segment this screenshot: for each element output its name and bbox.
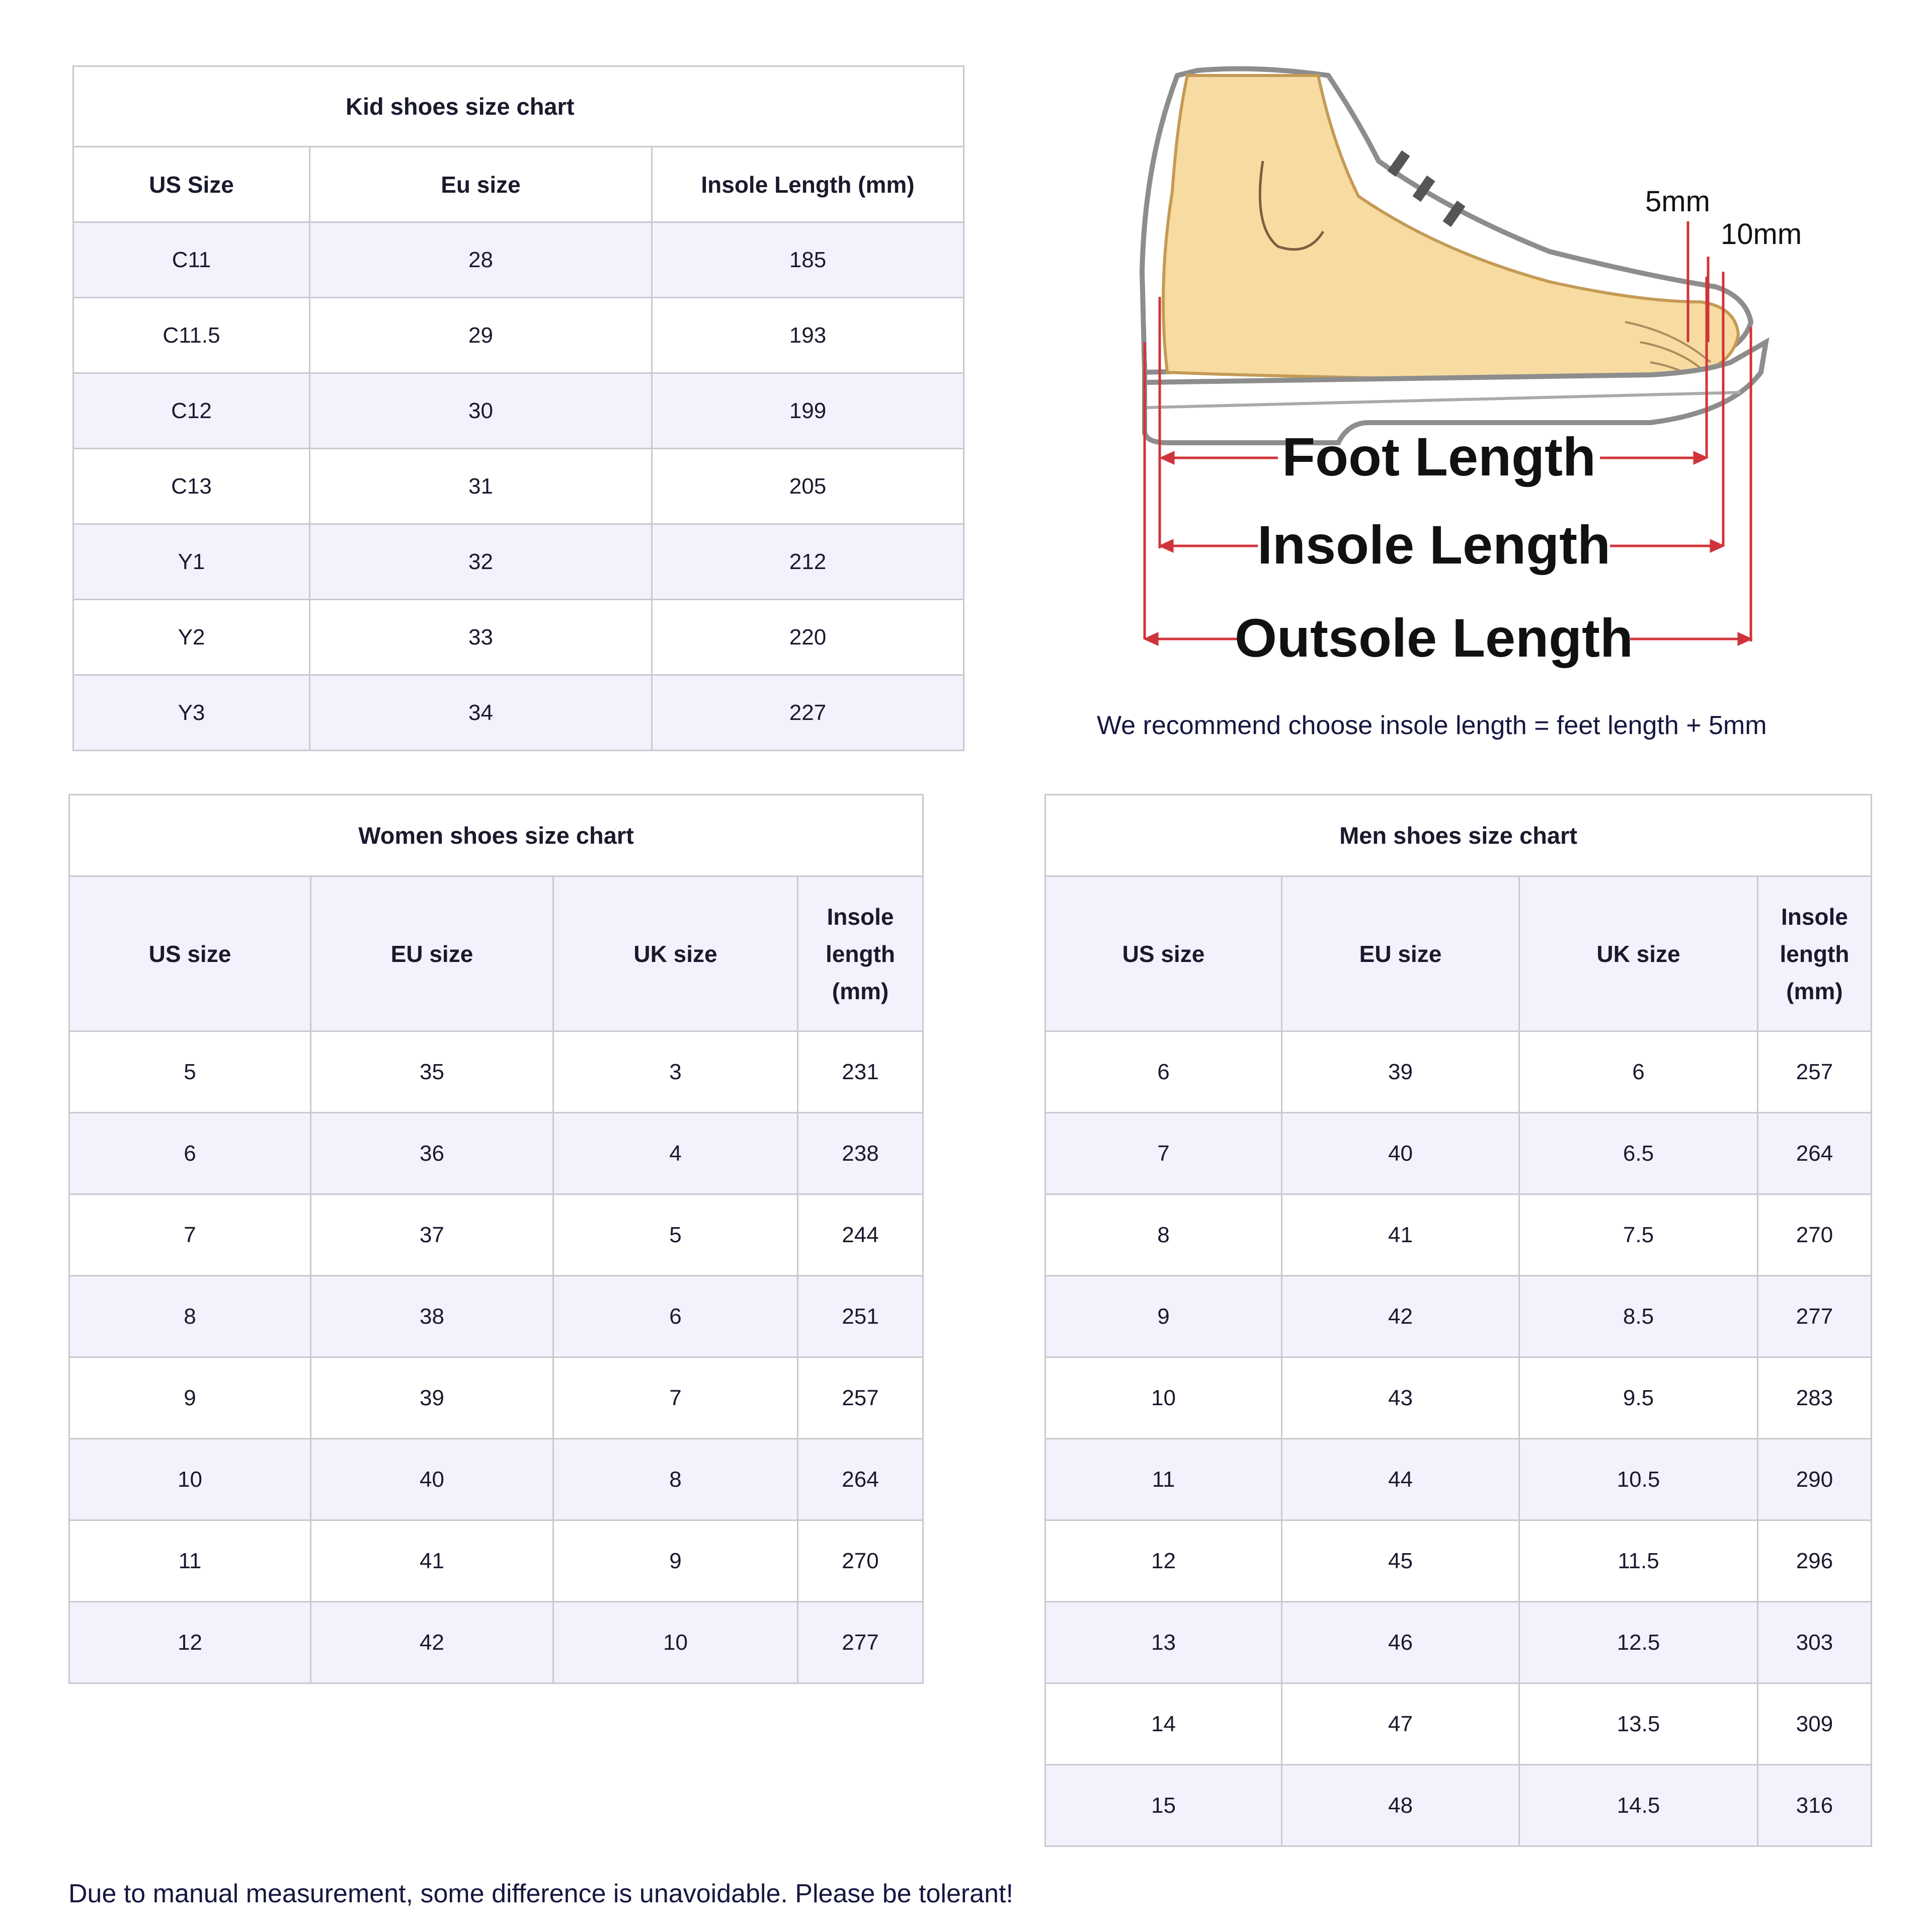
table-cell: C13 [73, 449, 310, 524]
kid-table-row [73, 298, 964, 373]
foot-measurement-diagram [1097, 60, 1826, 684]
table-cell: 29 [310, 298, 652, 373]
table-cell: 220 [652, 600, 964, 675]
table-cell: 12.5 [1519, 1602, 1758, 1683]
kid-header-insole-length: Insole Length (mm) [652, 147, 964, 222]
table-cell: 42 [1282, 1276, 1519, 1357]
table-cell: 6 [1519, 1031, 1758, 1113]
table-cell: 10 [69, 1439, 311, 1520]
table-cell: 257 [1758, 1031, 1872, 1113]
table-cell: 205 [652, 449, 964, 524]
table-cell: 4 [553, 1113, 798, 1194]
table-cell: 43 [1282, 1357, 1519, 1439]
table-cell: 6 [69, 1113, 311, 1194]
foot-length-label: Foot Length [1282, 426, 1596, 487]
table-cell: 12 [1045, 1520, 1282, 1602]
table-cell: 238 [798, 1113, 923, 1194]
table-cell: C12 [73, 373, 310, 449]
table-cell: 41 [311, 1520, 553, 1602]
table-cell: 6 [553, 1276, 798, 1357]
table-cell: 33 [310, 600, 652, 675]
kid-size-table [72, 65, 964, 751]
table-cell: 30 [310, 373, 652, 449]
table-cell: 296 [1758, 1520, 1872, 1602]
women-header-us-size: US size [69, 876, 311, 1031]
men-table-row [1045, 1031, 1872, 1113]
kid-header-eu-size: Eu size [310, 147, 652, 222]
table-cell: 309 [1758, 1683, 1872, 1765]
table-cell: 199 [652, 373, 964, 449]
table-cell: 40 [1282, 1113, 1519, 1194]
table-cell: 212 [652, 524, 964, 600]
kid-table-row [73, 373, 964, 449]
table-cell: 32 [310, 524, 652, 600]
kid-table-row [73, 222, 964, 298]
table-cell: 290 [1758, 1439, 1872, 1520]
table-cell: 6.5 [1519, 1113, 1758, 1194]
table-cell: 37 [311, 1194, 553, 1276]
men-table-row [1045, 1683, 1872, 1765]
table-cell: 40 [311, 1439, 553, 1520]
kid-table-row [73, 524, 964, 600]
table-cell: 8 [553, 1439, 798, 1520]
footer-disclaimer: Due to manual measurement, some difference is unavoidable. Please be tolerant! [68, 1879, 1013, 1908]
table-cell: 11 [1045, 1439, 1282, 1520]
table-cell: 13.5 [1519, 1683, 1758, 1765]
outsole-length-label: Outsole Length [1235, 607, 1633, 668]
table-cell: 8 [1045, 1194, 1282, 1276]
table-cell: 7 [1045, 1113, 1282, 1194]
table-cell: 8 [69, 1276, 311, 1357]
table-cell: 46 [1282, 1602, 1519, 1683]
table-cell: 47 [1282, 1683, 1519, 1765]
men-table-row [1045, 1602, 1872, 1683]
table-cell: 270 [1758, 1194, 1872, 1276]
women-table-row [69, 1602, 923, 1683]
table-cell: 14.5 [1519, 1765, 1758, 1846]
table-cell: 264 [1758, 1113, 1872, 1194]
table-cell: C11 [73, 222, 310, 298]
table-cell: 28 [310, 222, 652, 298]
label-5mm: 5mm [1645, 185, 1710, 218]
table-cell: 231 [798, 1031, 923, 1113]
men-header-eu-size: EU size [1282, 876, 1519, 1031]
table-cell: 10 [553, 1602, 798, 1683]
table-cell: 48 [1282, 1765, 1519, 1846]
table-cell: 193 [652, 298, 964, 373]
table-cell: 7 [553, 1357, 798, 1439]
table-cell: 12 [69, 1602, 311, 1683]
table-cell: 5 [69, 1031, 311, 1113]
table-cell: 303 [1758, 1602, 1872, 1683]
table-cell: 9 [553, 1520, 798, 1602]
men-size-table [1044, 794, 1872, 1847]
kid-header-us-size: US Size [73, 147, 310, 222]
table-cell: 316 [1758, 1765, 1872, 1846]
table-cell: 9 [69, 1357, 311, 1439]
label-10mm: 10mm [1721, 218, 1802, 251]
women-header-insole-length: Insole length (mm) [798, 876, 923, 1031]
women-header-eu-size: EU size [311, 876, 553, 1031]
table-cell: 44 [1282, 1439, 1519, 1520]
table-cell: 277 [798, 1602, 923, 1683]
table-cell: 264 [798, 1439, 923, 1520]
women-table-row [69, 1113, 923, 1194]
table-cell: 13 [1045, 1602, 1282, 1683]
table-cell: 8.5 [1519, 1276, 1758, 1357]
table-cell: 11 [69, 1520, 311, 1602]
table-cell: 257 [798, 1357, 923, 1439]
women-table-row [69, 1031, 923, 1113]
women-table-row [69, 1357, 923, 1439]
table-cell: 185 [652, 222, 964, 298]
insole-length-label: Insole Length [1257, 514, 1611, 575]
men-header-us-size: US size [1045, 876, 1282, 1031]
men-header-insole-length: Insole length (mm) [1758, 876, 1872, 1031]
table-cell: 9.5 [1519, 1357, 1758, 1439]
men-table-row [1045, 1194, 1872, 1276]
table-cell: 11.5 [1519, 1520, 1758, 1602]
table-cell: 36 [311, 1113, 553, 1194]
women-table-row [69, 1276, 923, 1357]
table-cell: 277 [1758, 1276, 1872, 1357]
women-table-row [69, 1439, 923, 1520]
table-cell: 38 [311, 1276, 553, 1357]
table-cell: 10.5 [1519, 1439, 1758, 1520]
table-cell: 34 [310, 675, 652, 751]
kid-table-row [73, 600, 964, 675]
table-cell: 9 [1045, 1276, 1282, 1357]
table-cell: C11.5 [73, 298, 310, 373]
women-table-row [69, 1194, 923, 1276]
table-cell: Y1 [73, 524, 310, 600]
table-cell: 39 [311, 1357, 553, 1439]
table-cell: 7.5 [1519, 1194, 1758, 1276]
men-table-row [1045, 1357, 1872, 1439]
men-table-row [1045, 1113, 1872, 1194]
table-cell: 7 [69, 1194, 311, 1276]
table-cell: 6 [1045, 1031, 1282, 1113]
men-table-title: Men shoes size chart [1045, 795, 1872, 876]
women-table-title: Women shoes size chart [69, 795, 923, 876]
women-table-row [69, 1520, 923, 1602]
table-cell: 244 [798, 1194, 923, 1276]
table-cell: 10 [1045, 1357, 1282, 1439]
women-size-table [68, 794, 924, 1684]
recommendation-note: We recommend choose insole length = feet length + 5mm [1097, 711, 1767, 740]
table-cell: 3 [553, 1031, 798, 1113]
table-cell: 270 [798, 1520, 923, 1602]
table-cell: 14 [1045, 1683, 1282, 1765]
table-cell: 35 [311, 1031, 553, 1113]
table-cell: 31 [310, 449, 652, 524]
men-table-row [1045, 1439, 1872, 1520]
men-table-row [1045, 1765, 1872, 1846]
table-cell: 251 [798, 1276, 923, 1357]
table-cell: Y3 [73, 675, 310, 751]
table-cell: 227 [652, 675, 964, 751]
men-table-row [1045, 1520, 1872, 1602]
kid-table-row [73, 675, 964, 751]
table-cell: 41 [1282, 1194, 1519, 1276]
table-cell: 5 [553, 1194, 798, 1276]
table-cell: 283 [1758, 1357, 1872, 1439]
kid-table-title: Kid shoes size chart [73, 66, 964, 147]
men-header-uk-size: UK size [1519, 876, 1758, 1031]
table-cell: 45 [1282, 1520, 1519, 1602]
women-header-uk-size: UK size [553, 876, 798, 1031]
table-cell: 39 [1282, 1031, 1519, 1113]
kid-table-row [73, 449, 964, 524]
table-cell: 15 [1045, 1765, 1282, 1846]
table-cell: Y2 [73, 600, 310, 675]
table-cell: 42 [311, 1602, 553, 1683]
men-table-row [1045, 1276, 1872, 1357]
